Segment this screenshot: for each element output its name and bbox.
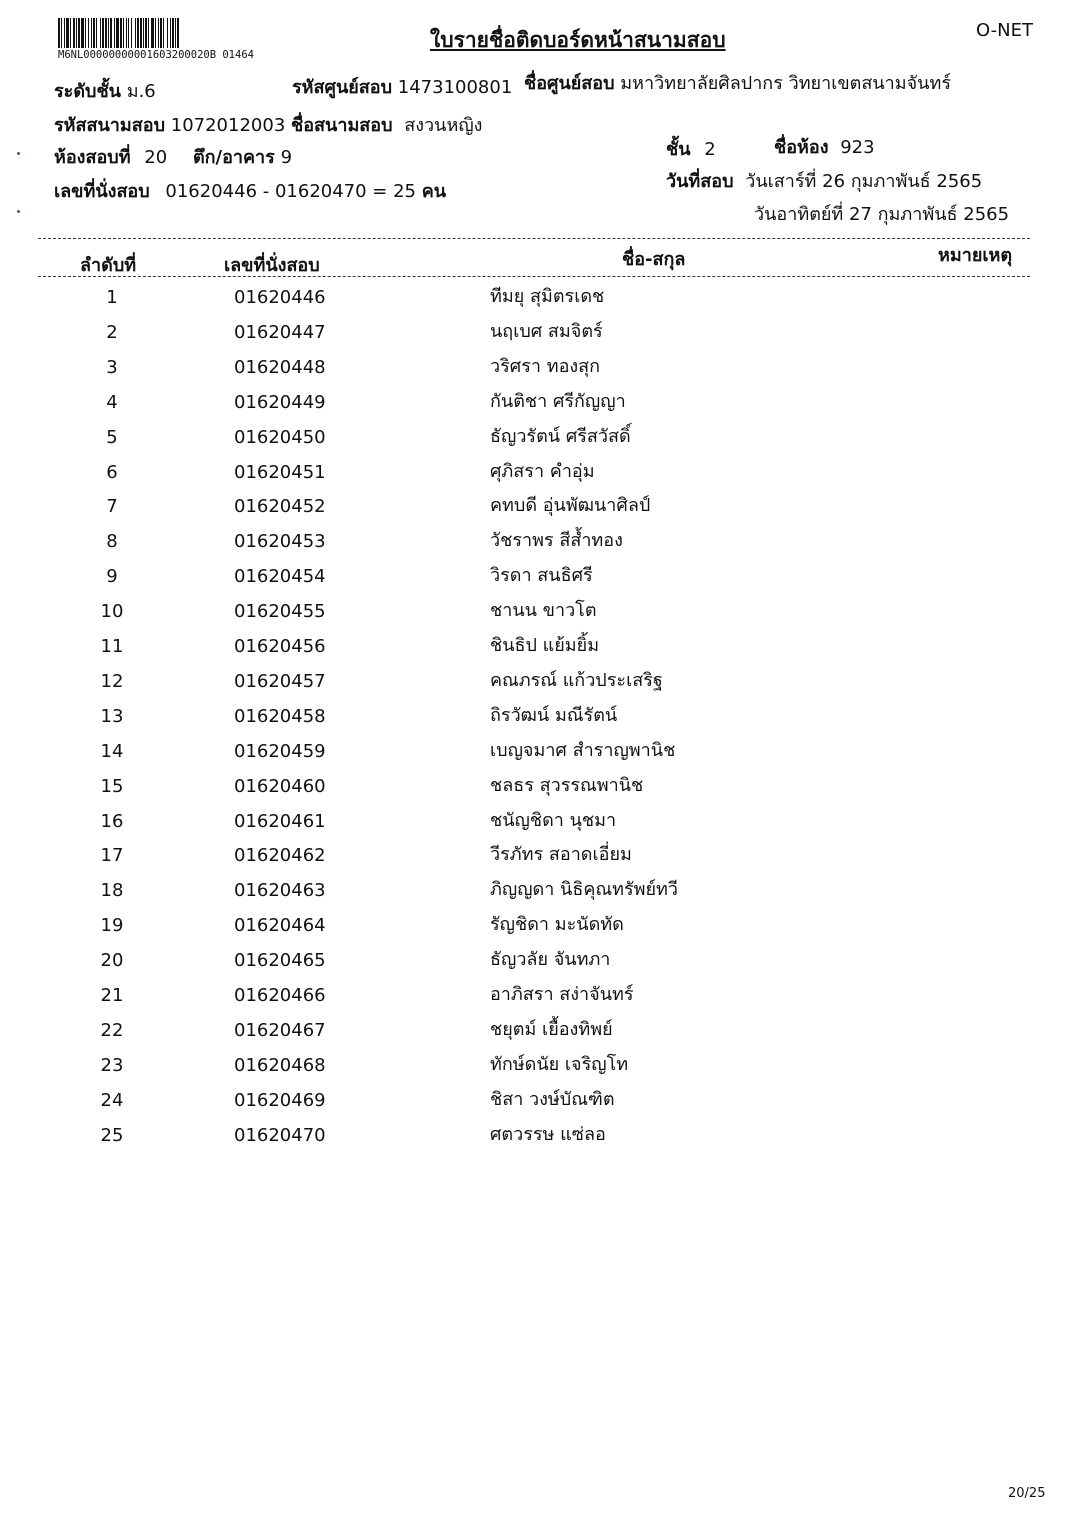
student-name: วิรดา สนธิศรี [490, 565, 593, 587]
row-number: 17 [100, 845, 124, 867]
student-name: อาภิสรา สง่าจันทร์ [490, 984, 634, 1005]
seat-number: 01620469 [234, 1089, 326, 1111]
seat-range-unit: คน [421, 181, 447, 202]
seat-number: 01620458 [234, 705, 326, 727]
student-name: ธัญวรัตน์ ศรีสวัสดิ์ [490, 425, 631, 447]
margin-dot [17, 152, 20, 155]
seat-range-value: 01620446 - 01620470 = 25 [165, 181, 417, 202]
center-name-value: มหาวิทยาลัยศิลปากร วิทยาเขตสนามจันทร์ [620, 73, 952, 94]
seat-number: 01620451 [234, 461, 326, 483]
exam-date-2: วันอาทิตย์ที่ 27 กุมภาพันธ์ 2565 [754, 204, 1010, 225]
column-header-remark: หมายเหตุ [938, 245, 1013, 266]
seat-number: 01620467 [234, 1019, 326, 1041]
student-name: รัญชิดา มะนัดทัด [490, 914, 624, 936]
level-info [54, 76, 156, 105]
student-name: ชานน ขาวโต [490, 600, 597, 622]
row-number: 13 [100, 705, 124, 727]
student-name: คทบดี อุ่นพัฒนาศิลป์ [490, 495, 651, 517]
exam-type: O-NET [976, 20, 1033, 41]
exam-date-label: วันที่สอบ [666, 171, 734, 192]
row-number: 23 [100, 1054, 124, 1076]
barcode-bars [58, 18, 181, 48]
building-label: ตึก/อาคาร [192, 147, 275, 168]
seat-number: 01620457 [234, 670, 326, 692]
row-number: 25 [100, 1124, 124, 1146]
seat-number: 01620464 [234, 915, 326, 937]
seat-number: 01620453 [234, 531, 326, 553]
room-label: ห้องสอบที่ [54, 147, 131, 168]
exam-date-info [666, 166, 982, 195]
column-header-seat: เลขที่นั่งสอบ [224, 255, 320, 276]
seat-number: 01620455 [234, 601, 326, 623]
student-name: ทีมยุ สุมิตรเดช [490, 286, 605, 307]
seat-number: 01620470 [234, 1124, 326, 1146]
seat-number: 01620465 [234, 950, 326, 972]
page-number: 20/25 [1008, 1486, 1046, 1501]
student-name: ภิญญดา นิธิคุณทรัพย์ทวี [490, 879, 679, 901]
seat-number: 01620463 [234, 880, 326, 902]
seat-number: 01620460 [234, 775, 326, 797]
room-value: 20 [144, 147, 168, 168]
row-number: 19 [100, 915, 124, 937]
row-number: 21 [100, 985, 124, 1006]
row-number: 6 [106, 461, 118, 483]
student-name: ชิสา วงษ์บัณฑิต [490, 1088, 615, 1110]
document-title: ใบรายชื่อติดบอร์ดหน้าสนามสอบ [430, 28, 726, 52]
seat-number: 01620449 [234, 391, 326, 413]
room-name-info [774, 132, 875, 161]
seat-number: 01620454 [234, 566, 326, 588]
room-name-label: ชื่อห้อง [774, 137, 829, 158]
student-name: วริศรา ทองสุก [490, 355, 601, 377]
student-name: ถิรวัฒน์ มณีรัตน์ [490, 704, 618, 726]
seat-number: 01620448 [234, 356, 326, 378]
level-label: ระดับชั้น [54, 81, 121, 102]
center-name-info [524, 68, 951, 97]
seat-number: 01620459 [234, 740, 326, 762]
barcode-bar [179, 18, 181, 48]
divider [38, 276, 1030, 277]
row-number: 18 [100, 880, 124, 902]
floor-info [666, 134, 716, 163]
student-name: ชนัญชิดา นุชมา [490, 809, 617, 831]
row-number: 3 [106, 356, 118, 378]
student-name: วัชราพร สีส้ำทอง [490, 530, 623, 552]
row-number: 22 [100, 1019, 124, 1041]
seat-number: 01620452 [234, 496, 326, 518]
row-number: 4 [106, 391, 118, 413]
student-name: ชินธิป แย้มยิ้ม [490, 635, 600, 656]
column-header-name: ชื่อ-สกุล [622, 249, 686, 270]
row-number: 14 [100, 740, 124, 762]
venue-info [54, 110, 482, 139]
table-row [0, 1125, 1076, 1159]
level-value: ม.6 [126, 81, 156, 102]
row-number: 12 [100, 670, 124, 692]
floor-label: ชั้น [666, 139, 691, 160]
venue-name-label: ชื่อสนามสอบ [291, 115, 393, 136]
center-code-info [292, 72, 512, 101]
row-number: 15 [100, 775, 124, 797]
row-number: 16 [100, 810, 124, 832]
seat-range-info [54, 176, 446, 205]
row-number: 2 [106, 321, 118, 343]
student-name: กันติชา ศรีกัญญา [490, 390, 626, 412]
venue-code-label: รหัสสนามสอบ [54, 115, 166, 136]
seat-number: 01620462 [234, 845, 326, 867]
margin-dot [17, 210, 20, 213]
room-info [54, 142, 292, 171]
student-name: ชลธร สุวรรณพานิช [490, 774, 644, 796]
venue-code-value: 1072012003 [170, 115, 286, 136]
row-number: 11 [100, 636, 124, 657]
venue-name-value: สงวนหญิง [404, 115, 483, 136]
seat-number: 01620461 [234, 810, 326, 832]
room-name-value: 923 [840, 137, 875, 158]
student-name: เบญจมาศ สำราญพานิช [490, 739, 676, 761]
center-code-value: 1473100801 [397, 77, 513, 98]
row-number: 1 [106, 287, 118, 308]
floor-value: 2 [704, 139, 716, 160]
student-name: นฤเบศ สมจิตร์ [490, 320, 603, 342]
row-number: 24 [100, 1089, 124, 1111]
exam-date-1: วันเสาร์ที่ 26 กุมภาพันธ์ 2565 [745, 171, 983, 192]
student-name: ศตวรรษ แซ่ลอ [490, 1123, 606, 1145]
row-number: 9 [106, 566, 118, 588]
column-header-no: ลำดับที่ [80, 255, 137, 276]
student-name: ศุภิสรา คำอุ่ม [490, 460, 595, 482]
student-name: วีรภัทร สอาดเอี่ยม [490, 844, 632, 866]
seat-number: 01620450 [234, 426, 326, 448]
barcode-text: M6NL00000000001603200020B 01464 [58, 49, 254, 61]
seat-range-label: เลขที่นั่งสอบ [54, 181, 150, 202]
student-name: ทักษ์ดนัย เจริญโท [490, 1053, 629, 1075]
row-number: 7 [106, 496, 118, 518]
center-name-label: ชื่อศูนย์สอบ [524, 73, 615, 94]
student-name: ชยุตม์ เยื้องทิพย์ [490, 1018, 613, 1040]
divider [38, 238, 1030, 239]
student-name: ธัญวลัย จันทภา [490, 949, 611, 971]
seat-number: 01620447 [234, 321, 326, 343]
center-code-label: รหัสศูนย์สอบ [292, 77, 393, 98]
seat-number: 01620468 [234, 1054, 326, 1076]
seat-number: 01620466 [234, 985, 326, 1006]
row-number: 5 [106, 426, 118, 448]
student-name: คณภรณ์ แก้วประเสริฐ [490, 669, 663, 691]
barcode [58, 18, 273, 61]
building-value: 9 [280, 147, 293, 168]
seat-number: 01620446 [234, 287, 326, 308]
seat-number: 01620456 [234, 636, 326, 657]
row-number: 20 [100, 950, 124, 972]
row-number: 8 [106, 531, 118, 553]
row-number: 10 [100, 601, 124, 623]
